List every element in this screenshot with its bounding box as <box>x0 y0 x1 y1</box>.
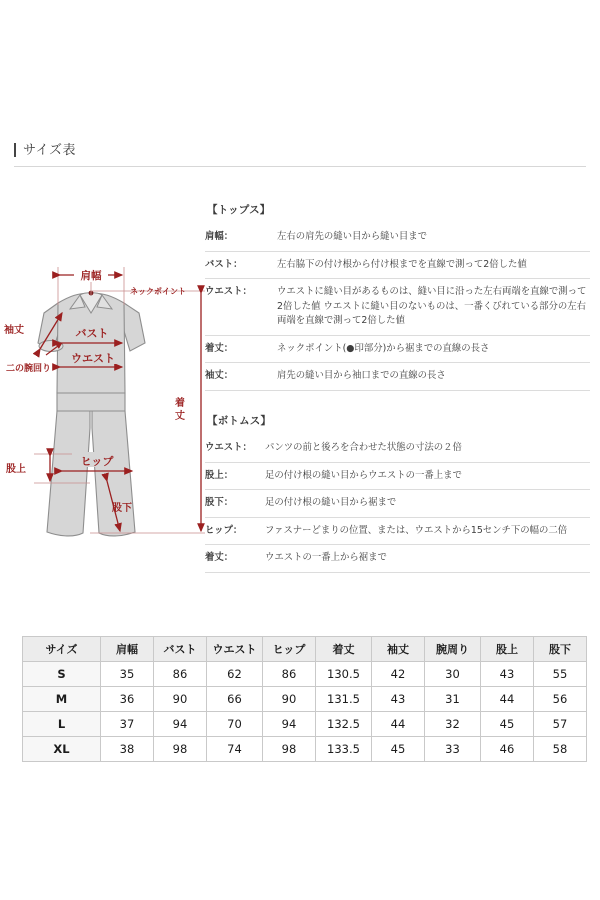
cell-m-length: 131.5 <box>316 687 372 712</box>
table-row <box>23 662 587 687</box>
table-row <box>205 435 590 462</box>
cell-m-hip: 90 <box>263 687 316 712</box>
definition-rise: 足の付け根の縫い目からウエストの一番上まで <box>265 462 590 490</box>
term-bottoms-length: 着丈： <box>205 545 265 573</box>
annotation-neck-point <box>130 286 186 296</box>
cell-m-inseam: 56 <box>534 687 587 712</box>
table-row <box>23 687 587 712</box>
cell-xl-waist: 74 <box>207 737 263 762</box>
column-header-length: 着丈 <box>316 637 372 662</box>
cell-s-inseam: 55 <box>534 662 587 687</box>
cell-xl-shoulder: 38 <box>101 737 154 762</box>
column-header-waist: ウエスト <box>207 637 263 662</box>
definition-shoulder: 左右の肩先の縫い目から縫い目まで <box>277 224 590 251</box>
table-row <box>205 517 590 545</box>
title-divider <box>14 166 586 167</box>
table-row <box>205 363 590 391</box>
cell-xl-sleeve: 45 <box>372 737 425 762</box>
svg-text:股下: 股下 <box>112 503 132 514</box>
svg-text:股上: 股上 <box>6 464 26 475</box>
table-row <box>205 462 590 490</box>
cell-xl-inseam: 58 <box>534 737 587 762</box>
blouse-shape <box>38 291 145 393</box>
garment-measurement-diagram <box>0 243 215 583</box>
table-row <box>23 737 587 762</box>
column-header-inseam: 股下 <box>534 637 587 662</box>
cell-s-waist: 62 <box>207 662 263 687</box>
cell-xl-length: 133.5 <box>316 737 372 762</box>
cell-size-m: M <box>23 687 101 712</box>
table-header-row <box>23 637 587 662</box>
column-header-size: サイズ <box>23 637 101 662</box>
cell-s-length: 130.5 <box>316 662 372 687</box>
svg-text:ネックポイント: ネックポイント <box>130 287 186 296</box>
page-title-block <box>14 143 586 167</box>
title-row <box>14 143 586 157</box>
definition-waist: ウエストに縫い目があるものは、縫い目に沿った左右両端を直線で測って2倍した値 ウエストに縫い目のないものは、一番くびれている部分の左右両端を直線で測って2倍した値 <box>277 279 590 336</box>
column-header-bust: バスト <box>154 637 207 662</box>
title-accent-bar <box>14 143 16 157</box>
term-hip: ヒップ： <box>205 517 265 545</box>
cell-l-bust: 94 <box>154 712 207 737</box>
svg-text:肩幅: 肩幅 <box>80 270 102 282</box>
bottoms-section-heading: 【ボトムス】 <box>207 415 272 428</box>
tops-definition-table <box>205 224 590 391</box>
definition-hip: ファスナーどまりの位置、または、ウエストから15センチ下の幅の二倍 <box>265 517 590 545</box>
cell-s-arm: 30 <box>425 662 481 687</box>
annotation-total-length <box>172 293 201 531</box>
annotation-rise <box>6 456 50 481</box>
column-header-sleeve: 袖丈 <box>372 637 425 662</box>
cell-l-sleeve: 44 <box>372 712 425 737</box>
table-row <box>205 251 590 279</box>
term-bust: バスト： <box>205 251 277 279</box>
column-header-arm: 腕周り <box>425 637 481 662</box>
cell-m-bust: 90 <box>154 687 207 712</box>
table-row <box>205 224 590 251</box>
cell-s-bust: 86 <box>154 662 207 687</box>
tops-section-heading: 【トップス】 <box>207 204 271 216</box>
svg-text:着: 着 <box>175 398 185 409</box>
definition-bottoms-length: ウエストの一番上から裾まで <box>265 545 590 573</box>
measurement-definitions <box>205 202 590 573</box>
cell-l-inseam: 57 <box>534 712 587 737</box>
page-title: サイズ表 <box>23 142 76 158</box>
term-shoulder: 肩幅： <box>205 224 277 251</box>
term-waist: ウエスト： <box>205 279 277 336</box>
annotation-shoulder <box>60 267 122 282</box>
table-row <box>205 490 590 518</box>
table-row <box>205 335 590 363</box>
cell-s-sleeve: 42 <box>372 662 425 687</box>
cell-l-rise: 45 <box>481 712 534 737</box>
term-bottoms-waist: ウエスト： <box>205 435 265 462</box>
cell-s-shoulder: 35 <box>101 662 154 687</box>
cell-m-sleeve: 43 <box>372 687 425 712</box>
table-row <box>205 279 590 336</box>
cell-xl-bust: 98 <box>154 737 207 762</box>
cell-m-waist: 66 <box>207 687 263 712</box>
table-row <box>23 712 587 737</box>
cell-size-xl: XL <box>23 737 101 762</box>
column-header-shoulder: 肩幅 <box>101 637 154 662</box>
svg-text:二の腕回り: 二の腕回り <box>6 364 52 374</box>
term-sleeve: 袖丈： <box>205 363 277 391</box>
size-measurement-table-wrap <box>22 636 578 762</box>
cell-xl-hip: 98 <box>263 737 316 762</box>
section-spacer <box>205 391 590 413</box>
cell-s-hip: 86 <box>263 662 316 687</box>
table-row <box>205 545 590 573</box>
size-measurement-table <box>22 636 587 762</box>
cell-l-arm: 32 <box>425 712 481 737</box>
definition-bust: 左右脇下の付け根から付け根までを直線で測って2倍した値 <box>277 251 590 279</box>
cell-xl-arm: 33 <box>425 737 481 762</box>
svg-text:ウエスト: ウエスト <box>71 352 115 365</box>
column-header-hip: ヒップ <box>263 637 316 662</box>
svg-text:丈: 丈 <box>175 411 185 422</box>
term-length: 着丈： <box>205 335 277 363</box>
svg-text:バスト: バスト <box>75 327 109 340</box>
svg-text:袖丈: 袖丈 <box>4 325 24 336</box>
term-rise: 股上： <box>205 462 265 490</box>
cell-l-length: 132.5 <box>316 712 372 737</box>
cell-m-rise: 44 <box>481 687 534 712</box>
cell-l-waist: 70 <box>207 712 263 737</box>
definition-sleeve: 肩先の縫い目から袖口までの直線の長さ <box>277 363 590 391</box>
cell-size-s: S <box>23 662 101 687</box>
cell-m-shoulder: 36 <box>101 687 154 712</box>
term-inseam: 股下： <box>205 490 265 518</box>
cell-m-arm: 31 <box>425 687 481 712</box>
svg-text:ヒップ: ヒップ <box>80 455 114 468</box>
definition-bottoms-waist: パンツの前と後ろを合わせた状態の寸法の２倍 <box>265 435 590 462</box>
definition-length: ネックポイント(●印部分)から裾までの直線の長さ <box>277 335 590 363</box>
cell-size-l: L <box>23 712 101 737</box>
definition-inseam: 足の付け根の縫い目から裾まで <box>265 490 590 518</box>
bottoms-definition-table <box>205 435 590 573</box>
cell-l-shoulder: 37 <box>101 712 154 737</box>
cell-xl-rise: 46 <box>481 737 534 762</box>
cell-l-hip: 94 <box>263 712 316 737</box>
column-header-rise: 股上 <box>481 637 534 662</box>
cell-s-rise: 43 <box>481 662 534 687</box>
